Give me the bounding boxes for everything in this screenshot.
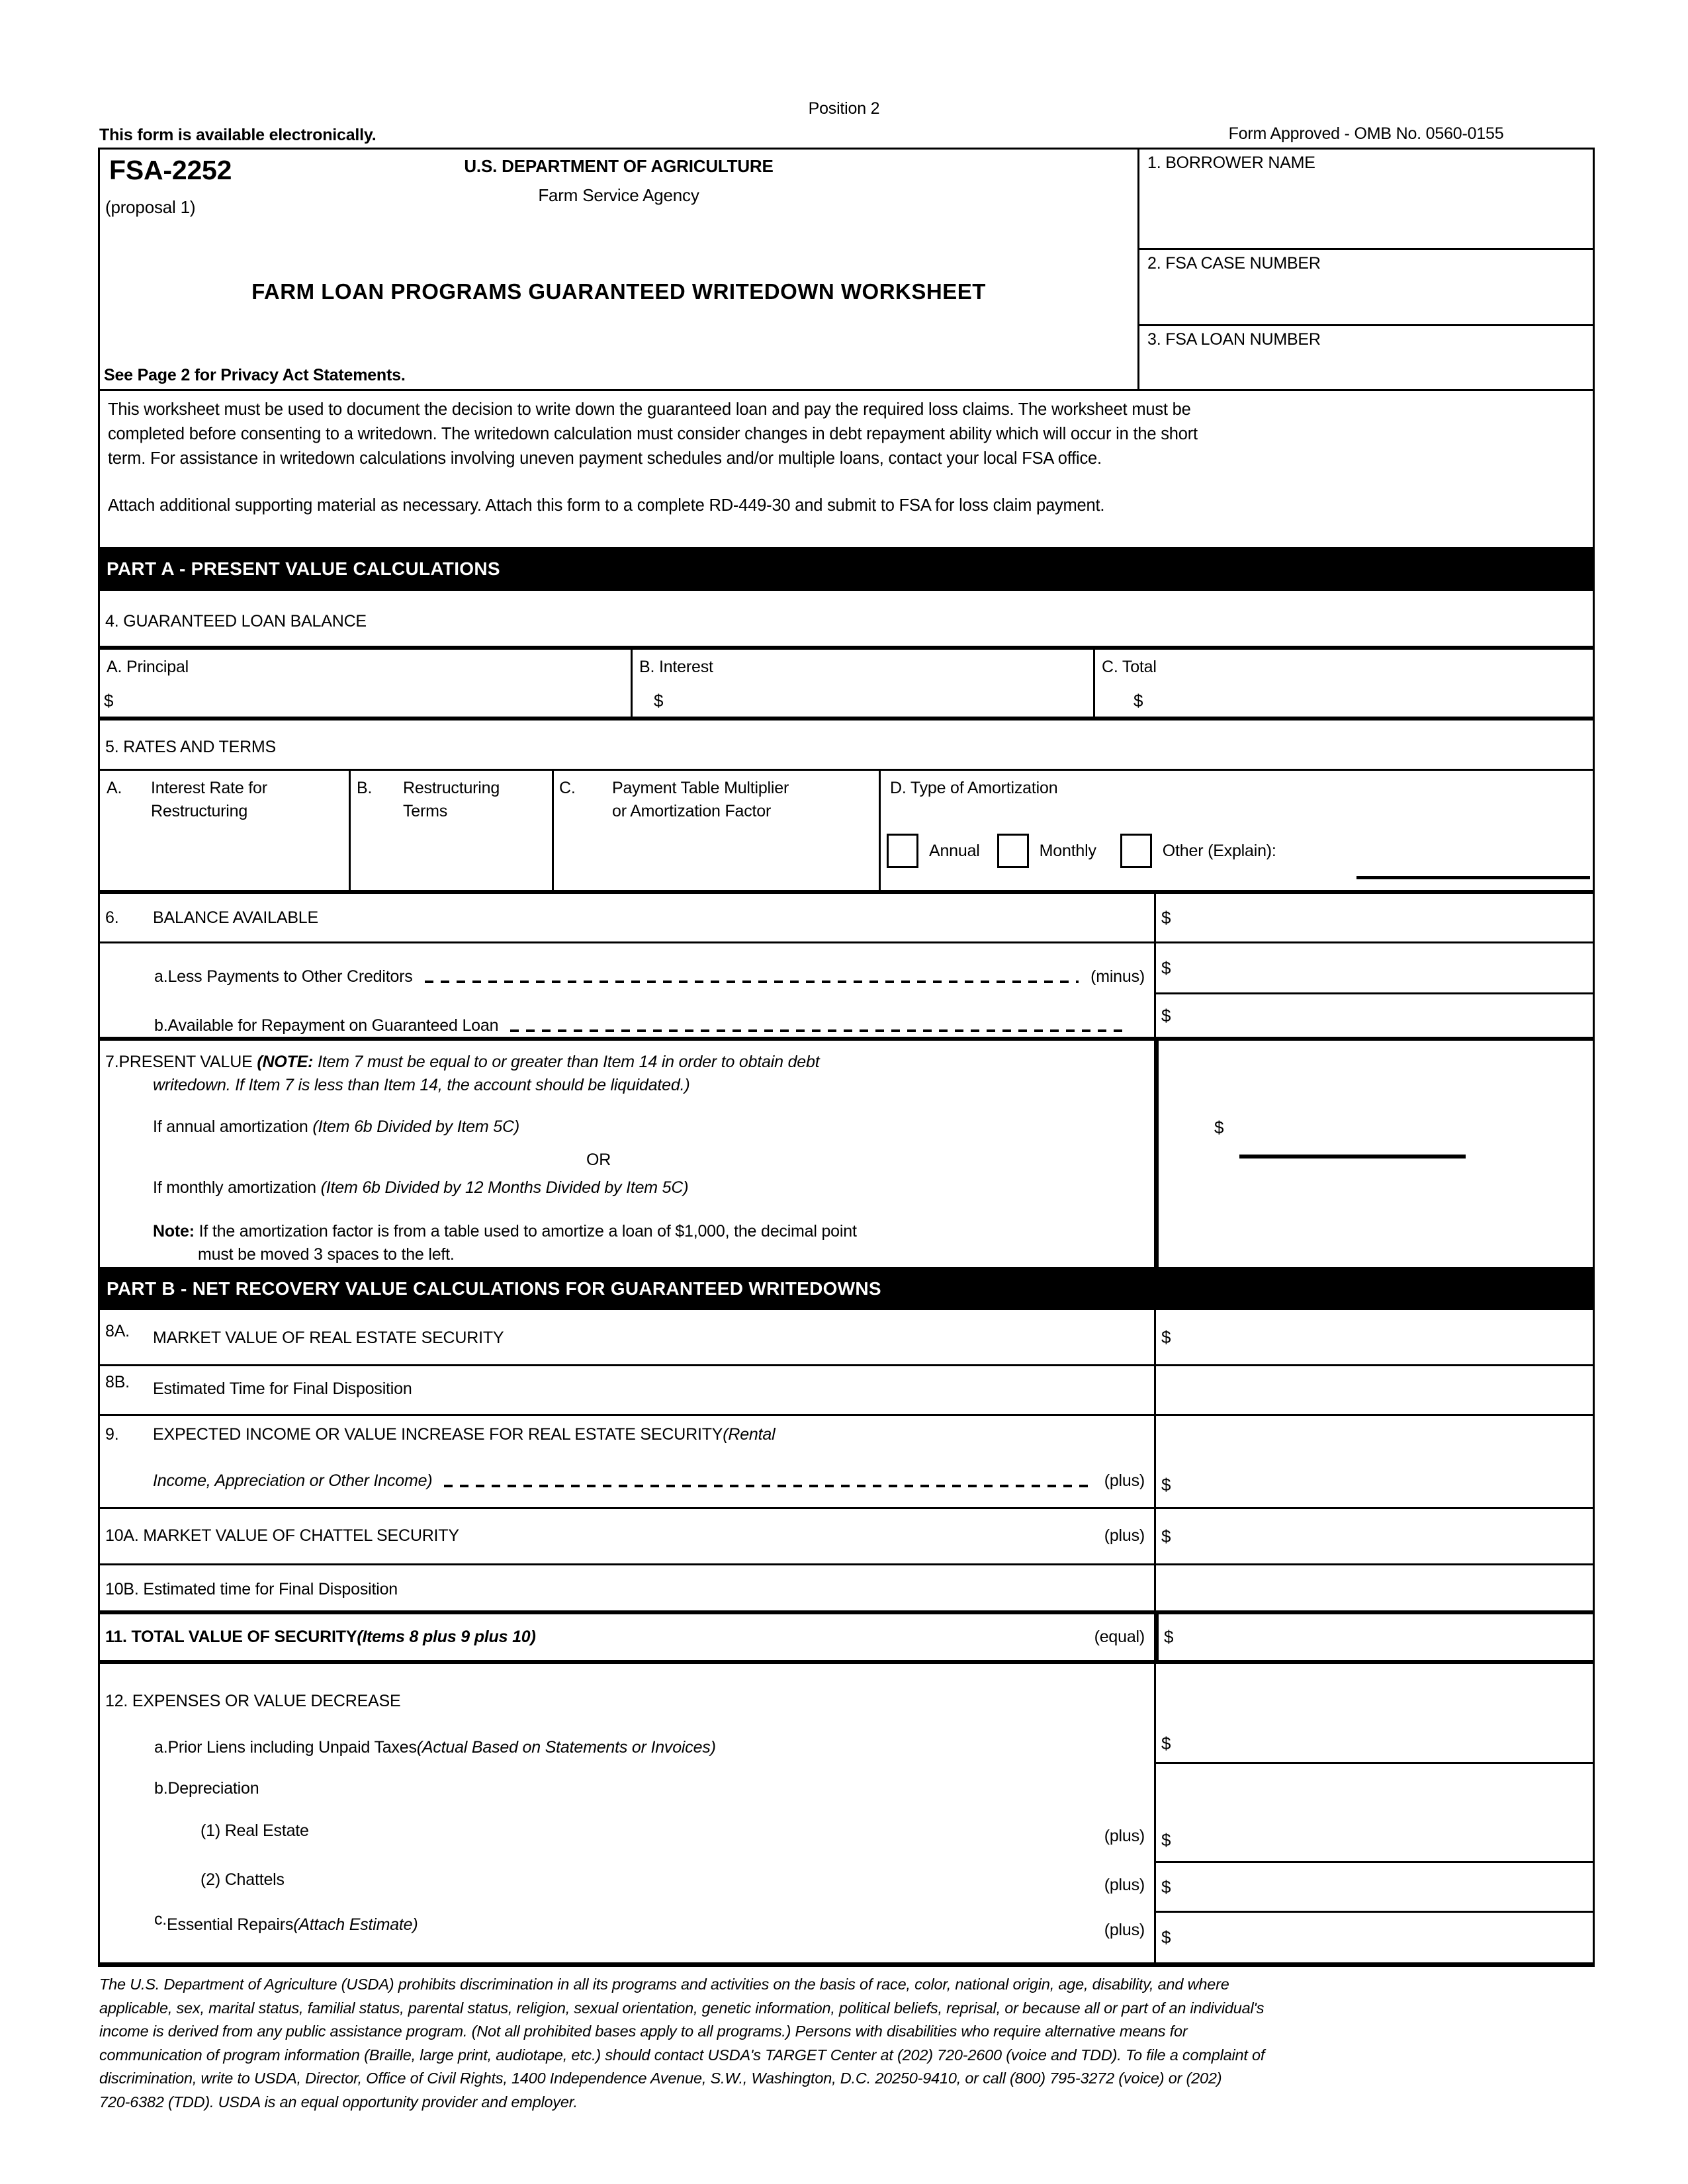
item10b-row: [100, 1565, 1593, 1614]
part-a-title: PART A - PRESENT VALUE CALCULATIONS: [107, 558, 500, 579]
item11-label-italic: (Items 8 plus 9 plus 10): [357, 1628, 536, 1646]
prior-liens-input[interactable]: [1156, 1664, 1593, 1764]
essential-repairs-dollar: $: [1161, 1927, 1171, 1947]
item5d-label: D. Type of Amortization: [890, 779, 1058, 797]
depreciation-chattels-dollar: $: [1161, 1876, 1171, 1897]
footer-line: discrimination, write to USDA, Director, Office of Civil Rights, 1400 Independence Avenue, S.W., Washington, D.C. 20250-9410, or call (800) 795-3272 (voice) or (202): [99, 2070, 1222, 2087]
other-checkbox-label: Other (Explain):: [1162, 841, 1276, 860]
item11-row: [100, 1614, 1593, 1664]
item5c-num: C.: [559, 779, 576, 797]
expected-income-dollar: $: [1161, 1475, 1171, 1495]
item12c-num: c.: [154, 1910, 167, 1929]
fsa-loan-number-field[interactable]: [1139, 324, 1593, 389]
item6ab-row: [100, 943, 1593, 1041]
nondiscrimination-statement: [99, 1973, 1596, 2114]
footer-line: 720-6382 (TDD). USDA is an equal opportunity provider and employer.: [99, 2093, 578, 2111]
total-label: C. Total: [1102, 658, 1157, 676]
item6a-num: a.: [154, 967, 168, 986]
footer-line: applicable, sex, marital status, familial status, parental status, religion, sexual orientation, genetic information, political beliefs, reprisal, or because all or part of an individual's: [99, 1999, 1265, 2017]
annual-checkbox[interactable]: [887, 834, 918, 868]
total-input[interactable]: [1095, 650, 1593, 717]
item5b-label-line2: Terms: [403, 802, 448, 820]
item6-row: [100, 894, 1593, 943]
item9-label-line1-italic: (Rental: [723, 1425, 776, 1444]
estimated-time-8b-input[interactable]: [1154, 1366, 1593, 1414]
instructions-line: term. For assistance in writedown calculations involving uneven payment schedules and/or multiple loans, contact your local FSA office.: [108, 449, 1102, 468]
market-value-chattel-dollar: $: [1161, 1526, 1171, 1546]
payment-multiplier-input[interactable]: [554, 771, 881, 890]
item6b-label: Available for Repayment on Guaranteed Loan: [167, 1016, 499, 1035]
item12-row: [100, 1664, 1593, 1962]
item5b-num: B.: [357, 779, 373, 797]
electronic-availability-note: This form is available electronically.: [99, 126, 377, 144]
item4-title: 4. GUARANTEED LOAN BALANCE: [105, 612, 367, 631]
item7-num: 7.: [105, 1053, 119, 1071]
item5-columns-row: [100, 771, 1593, 894]
interest-rate-input[interactable]: [100, 771, 351, 890]
essential-repairs-input[interactable]: [1156, 1913, 1593, 1962]
item7-monthly-pre: If monthly amortization: [153, 1178, 321, 1197]
header-left-cell: [100, 150, 1137, 389]
item6a-operator: (minus): [1090, 967, 1145, 986]
item4-columns-row: [100, 650, 1593, 721]
item5-row: [100, 721, 1593, 771]
item12b-num: b.: [154, 1779, 168, 1798]
item12b1-label: (1) Real Estate: [200, 1821, 309, 1840]
depreciation-real-estate-input[interactable]: [1156, 1764, 1593, 1863]
item7-label: PRESENT VALUE: [118, 1053, 257, 1071]
item5a-num: A.: [107, 779, 122, 797]
item9-label-line2-italic: Income, Appreciation or Other Income): [153, 1471, 433, 1490]
item7-annual-pre: If annual amortization: [153, 1117, 313, 1136]
privacy-act-note: See Page 2 for Privacy Act Statements.: [104, 366, 406, 384]
department-name: U.S. DEPARTMENT OF AGRICULTURE: [464, 156, 774, 176]
item7-monthly-italic: (Item 6b Divided by 12 Months Divided by Item 5C): [320, 1178, 689, 1197]
header-table: [100, 150, 1593, 391]
item11-label: 11. TOTAL VALUE OF SECURITY: [105, 1628, 357, 1646]
item11-operator: (equal): [1094, 1628, 1145, 1646]
market-value-real-estate-input[interactable]: [1154, 1310, 1593, 1364]
item8a-row: [100, 1310, 1593, 1366]
dotted-leader: [444, 1485, 1092, 1487]
item7-or: OR: [586, 1151, 611, 1169]
dotted-leader: [425, 981, 1079, 983]
item12c-label: Essential Repairs: [167, 1915, 294, 1934]
item9-label-line1: EXPECTED INCOME OR VALUE INCREASE FOR REAL ESTATE SECURITY: [153, 1425, 723, 1444]
fsa-loan-number-label: 3. FSA LOAN NUMBER: [1147, 330, 1321, 349]
dotted-leader: [510, 1029, 1129, 1032]
item9-operator: (plus): [1104, 1471, 1145, 1490]
present-value-input[interactable]: [1154, 1041, 1593, 1267]
part-a-header-bar: [100, 547, 1593, 591]
agency-name: Farm Service Agency: [538, 185, 699, 205]
item10b-label: 10B. Estimated time for Final Disposition: [105, 1580, 398, 1598]
item7-annual-italic: (Item 6b Divided by Item 5C): [312, 1117, 519, 1136]
item12c-operator: (plus): [1104, 1921, 1145, 1939]
item12b1-operator: (plus): [1104, 1827, 1145, 1845]
interest-dollar-sign: $: [654, 691, 664, 711]
present-value-dollar: $: [1214, 1117, 1224, 1137]
total-value-security-input[interactable]: [1154, 1614, 1593, 1660]
amortization-type-cell: [881, 771, 1593, 890]
total-value-security-dollar: $: [1164, 1627, 1174, 1647]
item8a-label: MARKET VALUE OF REAL ESTATE SECURITY: [153, 1329, 504, 1347]
item12a-label: Prior Liens including Unpaid Taxes: [167, 1738, 417, 1757]
item9-row: [100, 1416, 1593, 1509]
fsa-case-number-field[interactable]: [1139, 248, 1593, 324]
estimated-time-10b-input[interactable]: [1154, 1565, 1593, 1610]
item9-num: 9.: [105, 1425, 119, 1444]
item5a-label-line2: Restructuring: [151, 802, 248, 820]
prior-liens-dollar: $: [1161, 1733, 1171, 1753]
expected-income-input[interactable]: [1154, 1416, 1593, 1507]
instructions-block: [100, 391, 1593, 547]
proposal-label: (proposal 1): [105, 197, 196, 217]
annual-checkbox-label: Annual: [929, 841, 980, 860]
footer-line: communication of program information (Braille, large print, audiotape, etc.) should contact USDA's TARGET Center at (202) 720-2600 (voice and TDD). To file a complaint of: [99, 2046, 1265, 2064]
total-dollar-sign: $: [1133, 691, 1143, 711]
other-checkbox[interactable]: [1120, 834, 1152, 868]
item12b-label: Depreciation: [167, 1779, 259, 1798]
item12a-num: a.: [154, 1738, 168, 1757]
item7-note2-bold: Note:: [153, 1222, 195, 1241]
monthly-checkbox[interactable]: [997, 834, 1029, 868]
instructions-line: completed before consenting to a writedown. The writedown calculation must consider changes in debt repayment ability which will occur in the short: [108, 425, 1198, 443]
item6a-label: Less Payments to Other Creditors: [167, 967, 413, 986]
fsa-case-number-label: 2. FSA CASE NUMBER: [1147, 254, 1321, 273]
item7-note-bold: (NOTE:: [257, 1053, 314, 1071]
borrower-name-label: 1. BORROWER NAME: [1147, 153, 1315, 172]
item5-title: 5. RATES AND TERMS: [105, 738, 277, 756]
principal-input[interactable]: [100, 650, 633, 717]
item8b-label: Estimated Time for Final Disposition: [153, 1379, 412, 1398]
form-body: [98, 148, 1595, 1967]
other-explain-line[interactable]: [1356, 876, 1590, 879]
market-value-chattel-input[interactable]: [1154, 1509, 1593, 1563]
depreciation-real-estate-dollar: $: [1161, 1830, 1171, 1850]
item10a-operator: (plus): [1104, 1526, 1145, 1545]
item12a-label-italic: (Actual Based on Statements or Invoices): [416, 1738, 716, 1757]
item6-label: BALANCE AVAILABLE: [153, 908, 318, 927]
item7-note-rest: Item 7 must be equal to or greater than Item 14 in order to obtain debt: [313, 1053, 820, 1071]
item6b-num: b.: [154, 1016, 168, 1035]
item7-note2-line2: must be moved 3 spaces to the left.: [198, 1245, 455, 1264]
item8a-num: 8A.: [105, 1322, 130, 1340]
item7-note-line2: writedown. If Item 7 is less than Item 14, the account should be liquidated.): [153, 1076, 690, 1094]
item7-row: [100, 1041, 1593, 1267]
item6-num: 6.: [105, 908, 119, 927]
item4-row: [100, 591, 1593, 650]
interest-label: B. Interest: [639, 658, 713, 676]
item8b-row: [100, 1366, 1593, 1416]
market-value-real-estate-dollar: $: [1161, 1327, 1171, 1347]
monthly-checkbox-label: Monthly: [1039, 841, 1096, 860]
item12b2-label: (2) Chattels: [200, 1870, 285, 1889]
restructuring-terms-input[interactable]: [351, 771, 554, 890]
balance-available-input[interactable]: [1154, 894, 1593, 941]
item5c-label-line2: or Amortization Factor: [612, 802, 772, 820]
item12c-label-italic: (Attach Estimate): [293, 1915, 418, 1934]
part-b-header-bar: [100, 1267, 1593, 1310]
balance-available-dollar: $: [1161, 907, 1171, 928]
available-repayment-input[interactable]: [1156, 994, 1593, 1037]
form-number: FSA-2252: [109, 155, 232, 185]
instructions-attach-note: Attach additional supporting material as necessary. Attach this form to a complete RD-449-30 and submit to FSA for loss claim payment.: [108, 496, 1105, 515]
form-title: FARM LOAN PROGRAMS GUARANTEED WRITEDOWN WORKSHEET: [251, 279, 986, 304]
depreciation-chattels-input[interactable]: [1156, 1863, 1593, 1913]
position-label: Position 2: [808, 99, 880, 118]
omb-approval-note: Form Approved - OMB No. 0560-0155: [1228, 124, 1504, 143]
item5a-label-line1: Interest Rate for: [151, 779, 267, 797]
instructions-line: This worksheet must be used to document the decision to write down the guaranteed loan and pay the required loss claims. The worksheet must be: [108, 400, 1191, 419]
item5b-label-line1: Restructuring: [403, 779, 500, 797]
part-b-title: PART B - NET RECOVERY VALUE CALCULATIONS FOR GUARANTEED WRITEDOWNS: [107, 1278, 881, 1299]
less-payments-dollar: $: [1161, 957, 1171, 978]
item7-note2-rest: If the amortization factor is from a table used to amortize a loan of $1,000, the decimal point: [194, 1222, 857, 1241]
footer-line: The U.S. Department of Agriculture (USDA) prohibits discrimination in all its programs and activities on the basis of race, color, national origin, age, disability, and where: [99, 1976, 1229, 1993]
item8b-num: 8B.: [105, 1373, 130, 1391]
borrower-name-field[interactable]: [1139, 150, 1593, 248]
item10a-row: [100, 1509, 1593, 1565]
item12-title: 12. EXPENSES OR VALUE DECREASE: [105, 1692, 401, 1710]
less-payments-input[interactable]: [1156, 943, 1593, 994]
item10a-label: 10A. MARKET VALUE OF CHATTEL SECURITY: [105, 1526, 459, 1545]
item12b2-operator: (plus): [1104, 1876, 1145, 1894]
header-right-column: [1137, 150, 1593, 389]
principal-dollar-sign: $: [104, 691, 114, 711]
interest-input[interactable]: [633, 650, 1095, 717]
item5c-label-line1: Payment Table Multiplier: [612, 779, 789, 797]
principal-label: A. Principal: [107, 658, 189, 676]
available-repayment-dollar: $: [1161, 1005, 1171, 1026]
footer-line: income is derived from any public assistance program. (Not all prohibited bases apply to all programs.) Persons with disabilities who require alternative means for: [99, 2023, 1188, 2040]
present-value-line[interactable]: [1239, 1155, 1466, 1158]
